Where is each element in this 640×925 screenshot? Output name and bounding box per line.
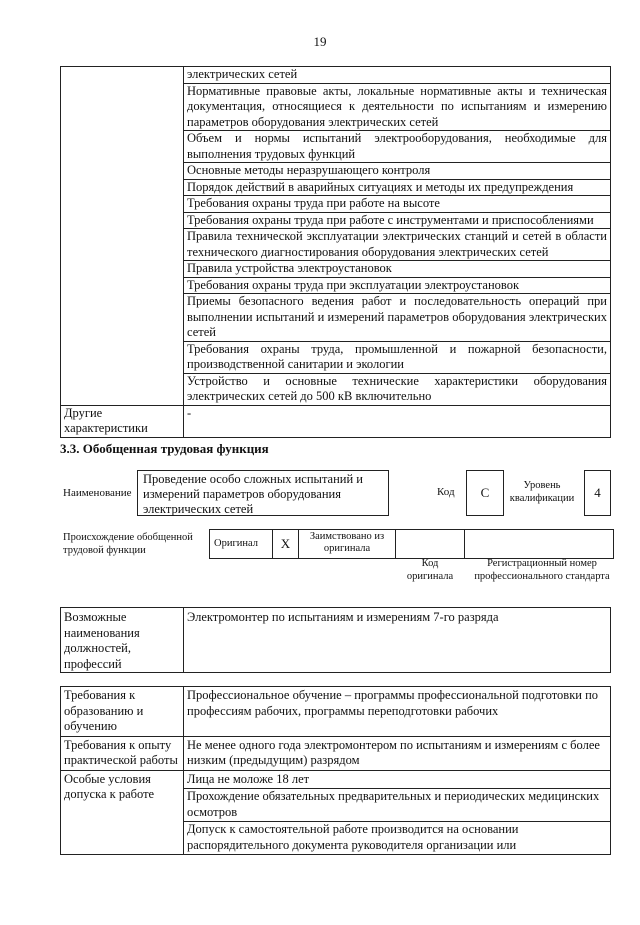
experience-value: Не менее одного года электромонтером по испытаниям и измерениям с более низким (предыдущим) разрядом xyxy=(184,736,611,770)
row-text: Требования охраны труда при работе с инструментами и приспособлениями xyxy=(184,212,611,229)
row-text: электрических сетей xyxy=(184,67,611,84)
borrowed-label: Заимствовано из оригинала xyxy=(299,530,396,559)
requirements-table xyxy=(60,686,611,855)
reg-number-label: Регистрационный номер профессионального стандарта xyxy=(474,558,610,582)
row-text: Основные методы неразрушающего контроля xyxy=(184,163,611,180)
condition-item: Прохождение обязательных предварительных и периодических медицинских осмотров xyxy=(184,788,610,820)
row-text: Нормативные правовые акты, локальные нормативные акты и техническая документация, относящиеся к деятельности по испытаниям и измерению параметров оборудования электрических сетей xyxy=(184,83,611,131)
possible-names-label: Возможные наименования должностей, профессий xyxy=(61,608,184,673)
code-original-cell xyxy=(396,530,465,559)
origin-table xyxy=(209,529,614,559)
row-label: Другие характеристики xyxy=(61,405,184,437)
code-original-label: Код оригинала xyxy=(406,558,454,582)
row-text: Правила устройства электроустановок xyxy=(184,261,611,278)
possible-names-table xyxy=(60,607,611,673)
function-name-field: Проведение особо сложных испытаний и измерений параметров оборудования электрических сетей xyxy=(137,470,389,516)
row-text: Объем и нормы испытаний электрооборудования, необходимые для выполнения трудовых функций xyxy=(184,131,611,163)
education-label: Требования к образованию и обучению xyxy=(61,687,184,737)
row-text: Требования охраны труда, промышленной и пожарной безопасности, производственной санитарии и экологии xyxy=(184,341,611,373)
row-label xyxy=(61,67,184,406)
row-text: Требования охраны труда при эксплуатации электроустановок xyxy=(184,277,611,294)
name-label: Наименование xyxy=(63,487,132,499)
reg-number-cell xyxy=(465,530,614,559)
code-value: C xyxy=(466,470,504,516)
original-mark: X xyxy=(273,530,299,559)
possible-names-value: Электромонтер по испытаниям и измерениям 7-го разряда xyxy=(184,608,611,673)
section-title: 3.3. Обобщенная трудовая функция xyxy=(60,441,269,456)
experience-label: Требования к опыту практической работы xyxy=(61,736,184,770)
qualification-level-value: 4 xyxy=(584,470,611,516)
row-text: Правила технической эксплуатации электрических станций и сетей в области технического диагностирования оборудования электрических сетей xyxy=(184,229,611,261)
conditions-label: Особые условия допуска к работе xyxy=(61,770,184,855)
condition-item: Лица не моложе 18 лет xyxy=(187,771,310,786)
table-row xyxy=(61,405,611,437)
row-text: Приемы безопасного ведения работ и последовательность операций при выполнении испытаний и измерений параметров оборудования электрических сетей xyxy=(184,294,611,342)
row-text: Порядок действий в аварийных ситуациях и методы их предупреждения xyxy=(184,179,611,196)
education-value: Профессиональное обучение – программы профессиональной подготовки по профессиям рабочих, программы переподготовки рабочих xyxy=(184,687,611,737)
code-label: Код xyxy=(437,486,455,498)
page-number: 19 xyxy=(313,34,327,49)
table-row xyxy=(61,67,611,84)
knowledge-table xyxy=(60,66,611,438)
row-text: Требования охраны труда при работе на высоте xyxy=(184,196,611,213)
condition-item: Допуск к самостоятельной работе производится на основании распорядительного документа руководителя организации или xyxy=(184,821,610,853)
row-text: - xyxy=(184,405,611,437)
row-text: Устройство и основные технические характеристики оборудования электрических сетей до 500 кВ включительно xyxy=(184,373,611,405)
conditions-value xyxy=(184,770,611,855)
origin-label: Происхождение обобщенной трудовой функции xyxy=(63,532,193,556)
original-label: Оригинал xyxy=(210,530,273,559)
qualification-level-label: Уровень квалификации xyxy=(509,480,575,504)
